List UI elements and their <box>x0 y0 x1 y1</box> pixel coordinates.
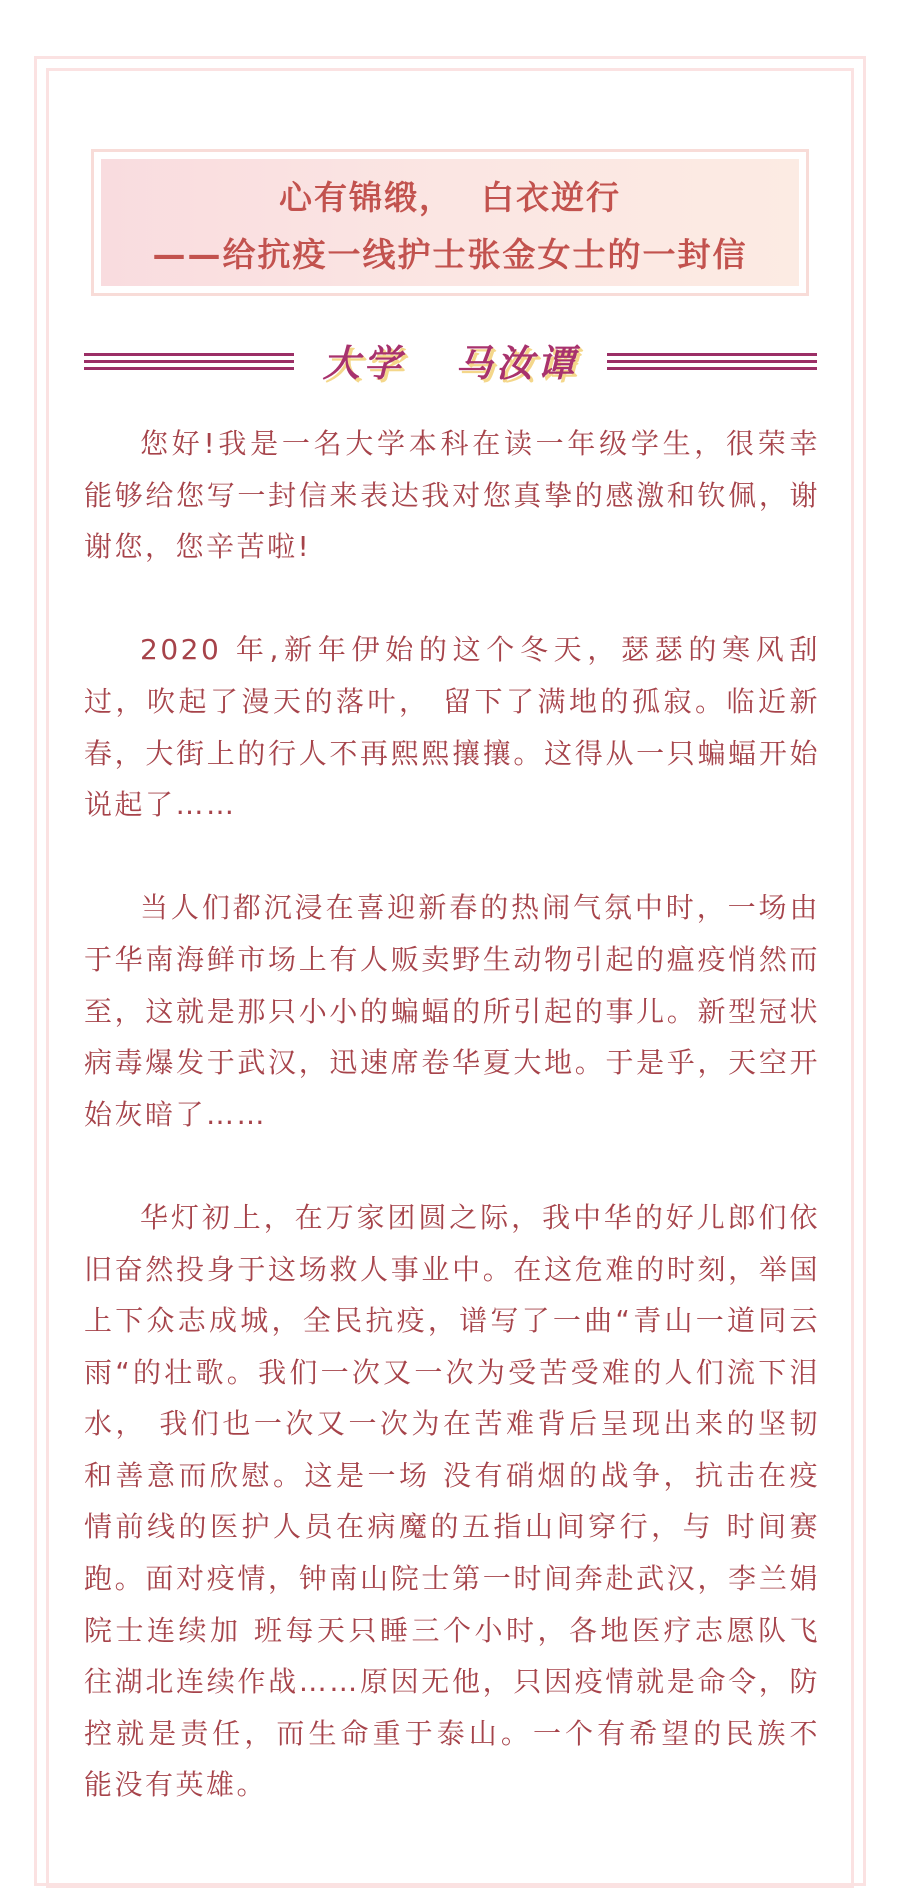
author-name: 大学 马汝谭 <box>322 342 579 385</box>
letter-paragraph: 华灯初上，在万家团圆之际，我中华的好儿郎们依旧奋然投身于这场救人事业中。在这危难的时刻，举国上下众志成城，全民抗疫，谱写了一曲“青山一道同云雨“的壮歌。我们一次又一次为受苦受难的人们流下泪水， 我们也一次又一次为在苦难背后呈现出来的坚韧和善意而欣慰。这是一场 没有硝烟的战争，抗击在疫情前线的医护人员在病魔的五指山间穿行，与 时间赛跑。面对疫情，钟南山院士第一时间奔赴武汉，李兰娟院士连续加 班每天只睡三个小时，各地医疗志愿队飞往湖北连续作战……原因无他，只因疫情就是命令，防控就是责任，而生命重于泰山。一个有希望的民族不 能没有英雄。 <box>84 1200 820 1802</box>
byline-row <box>84 336 817 392</box>
letter-subtitle: ——给抗疫一线护士张金女士的一封信 <box>152 235 748 274</box>
letter-paragraph: 您好!我是一名大学本科在读一年级学生，很荣幸能够给您写一封信来表达我对您真挚的感激和钦佩，谢谢您，您辛苦啦! <box>84 427 820 564</box>
letter-paragraph: 当人们都沉浸在喜迎新春的热闹气氛中时，一场由于华南海鲜市场上有人贩卖野生动物引起的瘟疫悄然而至，这就是那只小小的蝙蝠的所引起的事儿。新型冠状病毒爆发于武汉，迅速席卷华夏大地。于是乎，天空开始灰暗了…… <box>84 891 820 1131</box>
letter-body <box>84 418 820 1863</box>
letter-paragraph: 2020 年,新年伊始的这个冬天，瑟瑟的寒风刮过，吹起了漫天的落叶， 留下了满地的孤寂。临近新春，大街上的行人不再熙熙攘攘。这得从一只蝙蝠开始说起了…… <box>84 633 820 822</box>
letter-title: 心有锦缎， 白衣逆行 <box>279 178 621 217</box>
